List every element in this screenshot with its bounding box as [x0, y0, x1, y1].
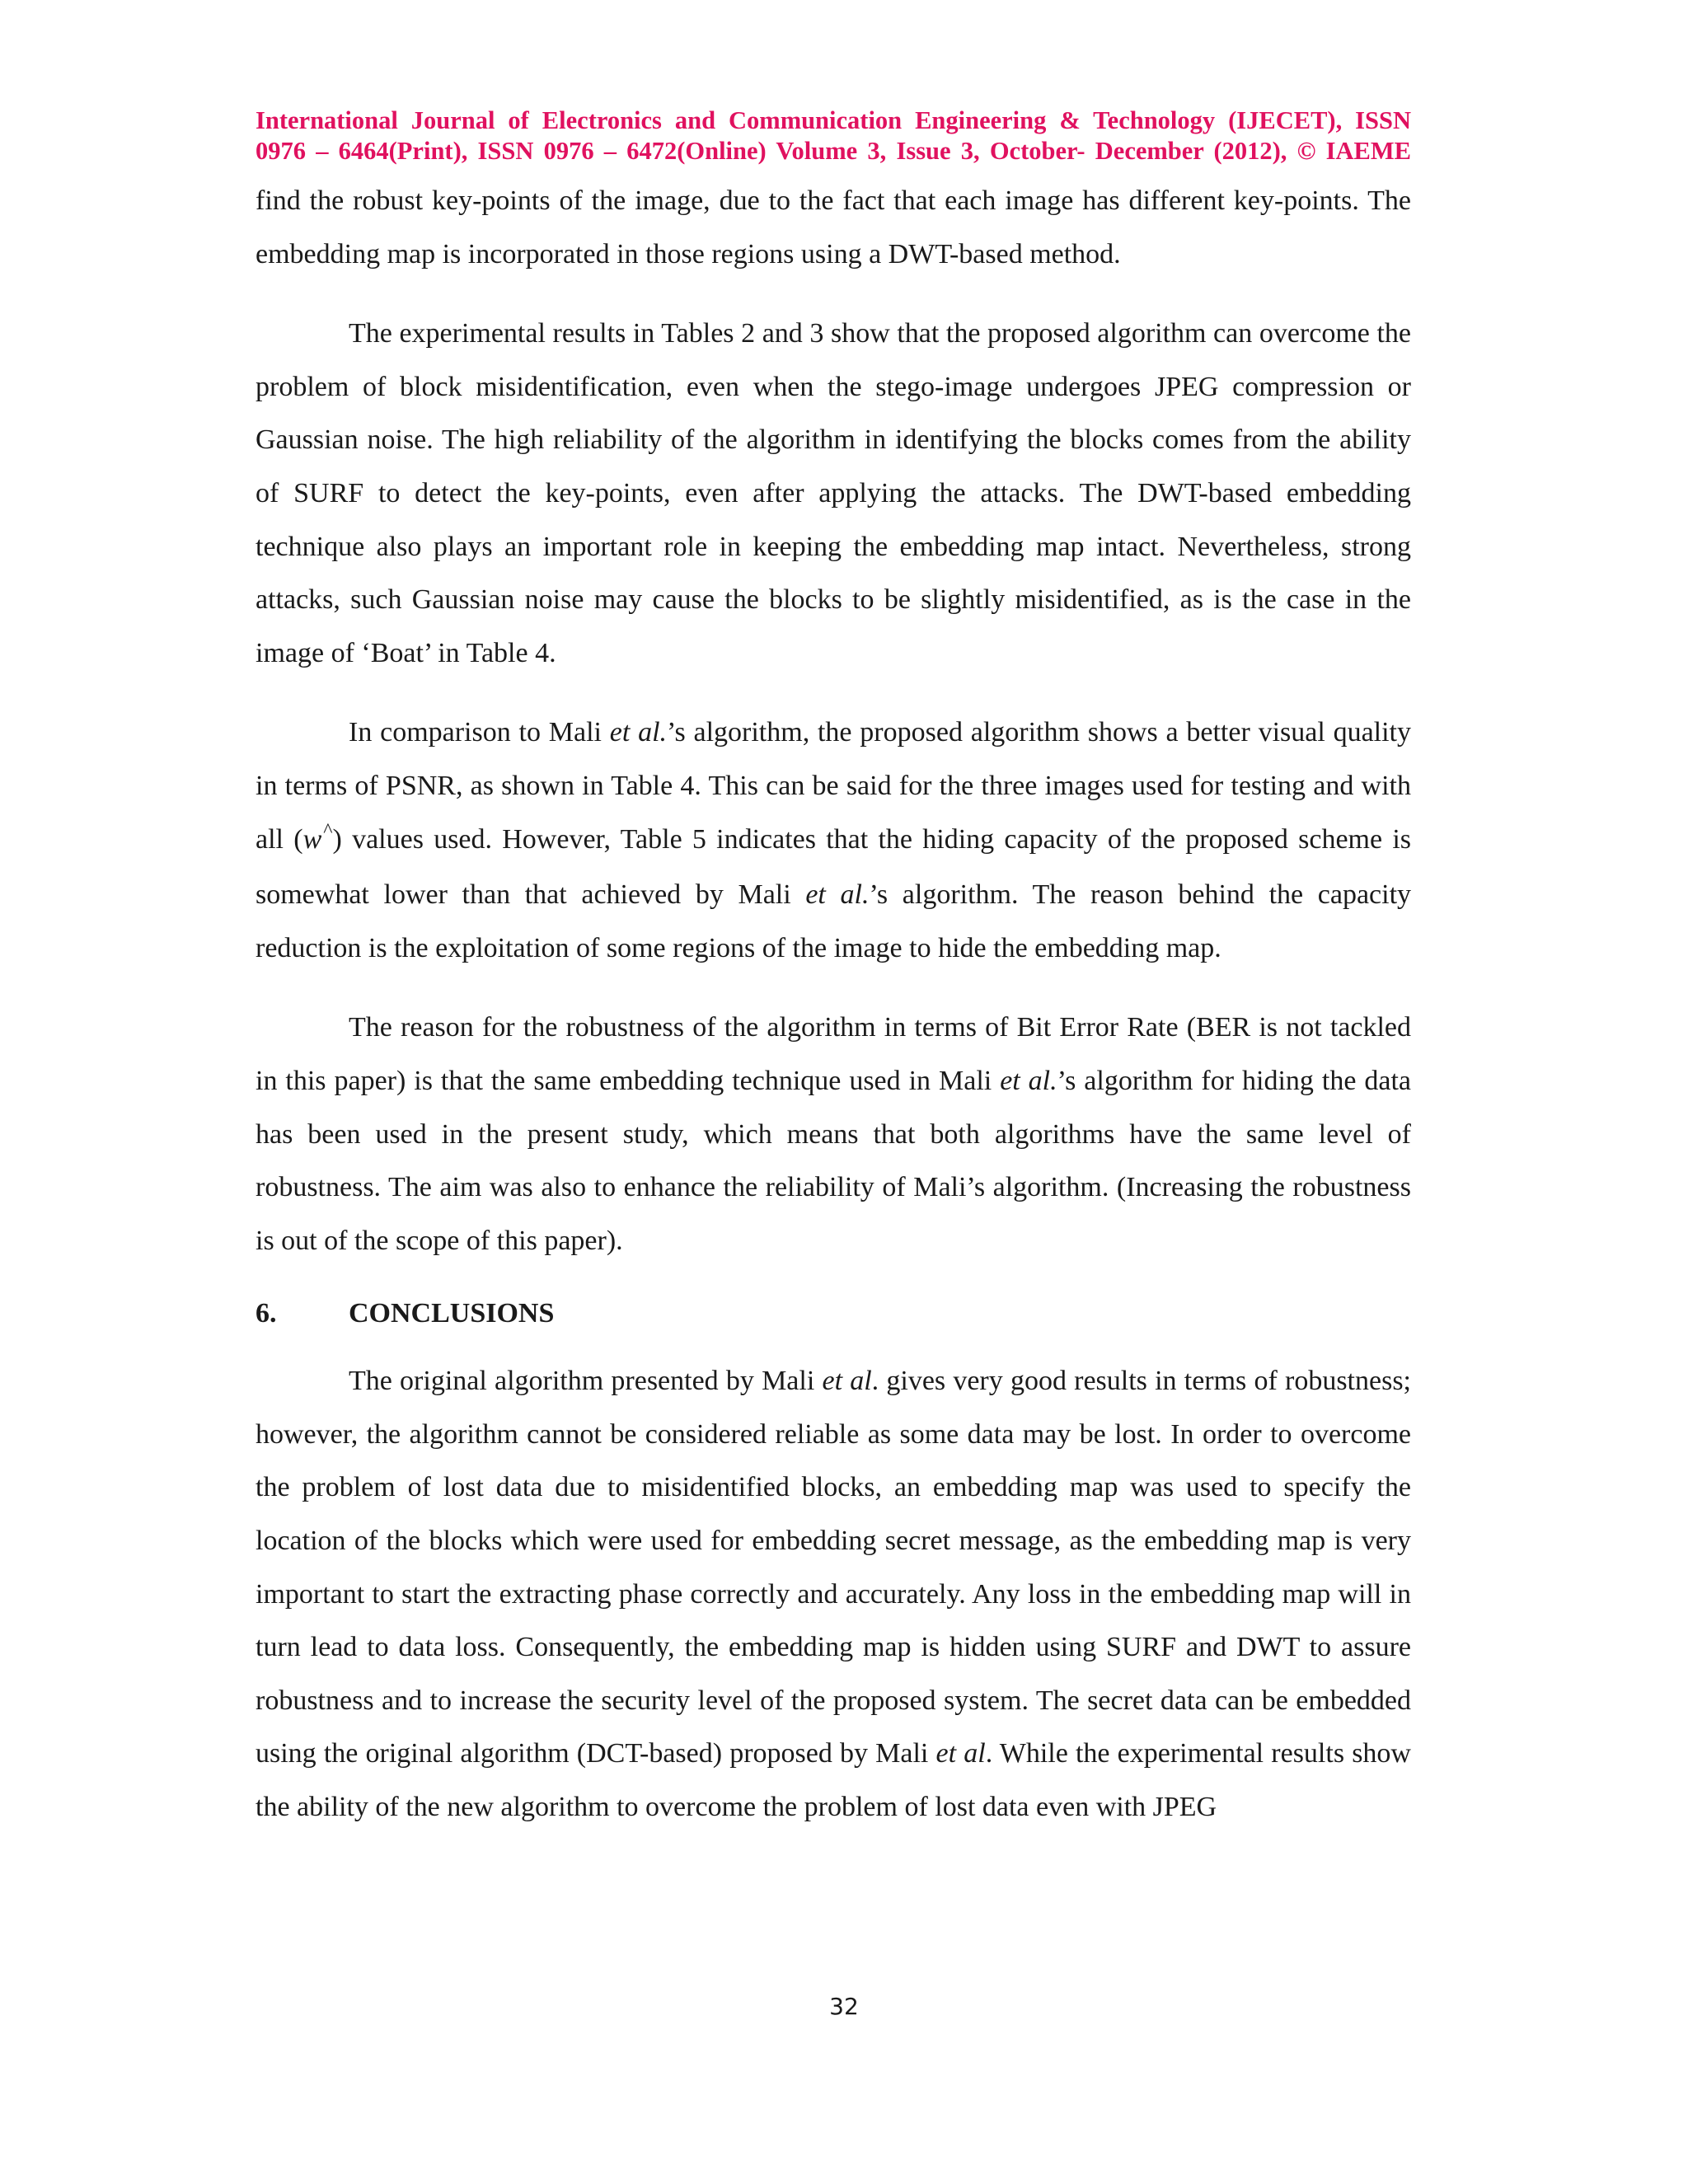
p5-et-al-2: et al [935, 1738, 986, 1769]
section-heading-conclusions [256, 1287, 1411, 1340]
p3-text-a: In comparison to Mali [349, 717, 610, 748]
paragraph-2: The experimental results in Tables 2 and 3 show that the proposed algorithm can overcome the problem of block misidentification, even when the stego-image undergoes JPEG compression or Gaussian noise. The high reliability of the algorithm in identifying the blocks comes from the ability of SURF to detect the key-points, even after applying the attacks. The DWT-based embedding technique also plays an important role in keeping the embedding map intact. Nevertheless, strong attacks, such Gaussian noise may cause the blocks to be slightly misidentified, as is the case in the image of ‘Boat’ in Table 4. [256, 318, 1411, 668]
journal-header-line-1: International Journal of Electronics and Communication Engineering & Technology (IJECET), ISSN [256, 106, 1411, 134]
p5-text-a: The original algorithm presented by Mali [349, 1366, 823, 1397]
p3-et-al-1: et al. [609, 717, 668, 748]
paragraph-4 [256, 1001, 1411, 1268]
paragraph-1: find the robust key-points of the image, due to the fact that each image has different key-points. The embedding map is incorporated in those regions using a DWT-based method. [256, 185, 1411, 269]
p4-et-al: et al. [1000, 1065, 1057, 1096]
p4-text-b: ’s algorithm for hiding the data has been used in the present study, which means that both algorithms have the same level of robustness. The aim was also to enhance the reliability of Mali’s algorithm. (Increasing the robustness is out of the scope of this paper). [256, 1065, 1412, 1256]
section-title: CONCLUSIONS [349, 1298, 555, 1329]
w-variable: w [302, 823, 322, 855]
p3-text-c: ) values used. However, Table 5 indicates that the hiding capacity of the proposed scheme is somewhat lower than that achieved by Mali [256, 823, 1411, 911]
journal-header [256, 105, 1411, 166]
p4-text-a: The reason for the robustness of the algorithm in terms of Bit Error Rate (BER is not tackled in this paper) is that the same embedding technique used in Mali [256, 1012, 1411, 1096]
p3-text-b: ’s algorithm, the proposed algorithm shows a better visual quality in terms of PSNR, as shown in Table 4. This can be said for the three images used for testing and with all ( [256, 717, 1411, 855]
p5-et-al-1: et al [822, 1366, 872, 1397]
paragraph-5 [256, 1355, 1411, 1834]
journal-header-line-2: 0976 – 6464(Print), ISSN 0976 – 6472(Online) Volume 3, Issue 3, October- December (2012), © IAEME [256, 137, 1411, 165]
paper-page [256, 105, 1411, 1835]
page-number: 32 [829, 1993, 859, 2020]
p5-text-c: . While the experimental results show the ability of the new algorithm to overcome the problem of lost data even with JPEG [256, 1738, 1411, 1823]
paragraph-3 [256, 706, 1411, 975]
section-number: 6. [256, 1298, 277, 1329]
w-hat-symbol [302, 819, 333, 855]
p3-text-d: ’s algorithm. The reason behind the capacity reduction is the exploitation of some regions of the image to hide the embedding map. [256, 879, 1412, 963]
hat-accent: ^ [323, 819, 333, 841]
p5-text-b: . gives very good results in terms of robustness; however, the algorithm cannot be considered reliable as some data may be lost. In order to overcome the problem of lost data due to misidentified blocks, an embedding map was used to specify the location of the blocks which were used for embedding secret message, as the embedding map is very important to start the extracting phase correctly and accurately. Any loss in the embedding map will in turn lead to data loss. Consequently, the embedding map is hidden using SURF and DWT to assure robustness and to increase the security level of the proposed system. The secret data can be embedded using the original algorithm (DCT-based) proposed by Mali [256, 1366, 1412, 1769]
p3-et-al-2: et al. [805, 879, 870, 911]
